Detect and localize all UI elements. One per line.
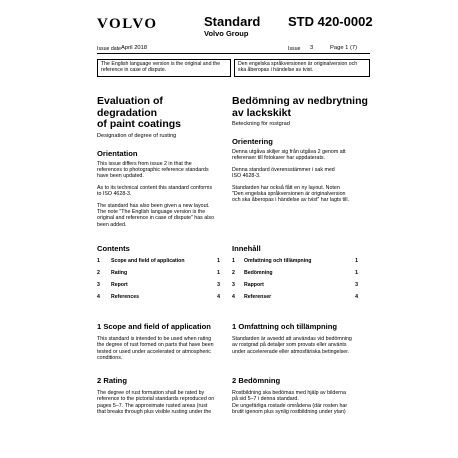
toc-label: Omfattning och tillämpning	[244, 258, 312, 264]
toc-item-en-3[interactable]	[97, 282, 220, 288]
toc-num: 1	[232, 258, 235, 264]
toc-page: 1	[217, 270, 220, 276]
rating-para-sv: Rostbildning ska bedömas med hjälp av bilderna på sid 5–7 i denna standard. De ungefärliga rostade områdena (där rosten har brutit igenom plus synlig rostbildning under ytan)	[232, 390, 348, 416]
contents-heading-sv: Innehåll	[232, 244, 261, 253]
toc-num: 3	[97, 282, 100, 288]
standard-number: STD 420-0002	[288, 14, 373, 29]
toc-page: 1	[355, 258, 358, 264]
toc-page: 1	[355, 270, 358, 276]
scope-para-en: This standard is intended to be used when rating the degree of rust formed on parts that have been tested or used under accelerated or atmospheric conditions.	[97, 336, 214, 362]
issue-number: 3	[310, 45, 314, 51]
toc-item-en-2[interactable]	[97, 270, 220, 276]
toc-item-en-4[interactable]	[97, 294, 220, 300]
title-en-line1: Evaluation of degradation	[97, 95, 163, 119]
rating-para-en: The degree of rust formation shall be rated by reference to the pictorial standards reproduced on pages 5–7. The approximate rusted areas (rust that breaks through plus visible rusting under the	[97, 390, 215, 416]
toc-label: References	[111, 294, 139, 300]
rating-heading-sv: 2 Bedömning	[232, 376, 281, 385]
toc-page: 4	[217, 294, 220, 300]
toc-page: 1	[217, 258, 220, 264]
toc-num: 2	[97, 270, 100, 276]
toc-page: 3	[355, 282, 358, 288]
scope-heading-en: 1 Scope and field of application	[97, 322, 211, 331]
subtitle-en: Designation of degree of rusting	[97, 132, 177, 139]
notice-box-sv	[234, 59, 370, 77]
title-en-line2: of paint coatings	[97, 118, 181, 130]
toc-label: Rating	[111, 270, 128, 276]
toc-item-sv-1[interactable]	[232, 258, 358, 264]
toc-label: Rapport	[244, 282, 264, 288]
subtitle-sv: Beteckning för rostgrad	[232, 121, 290, 127]
toc-label: Report	[111, 282, 128, 288]
orientation-para1-en: This issue differs from issue 2 in that the references to photographic reference standards have been updated.	[97, 160, 209, 180]
column-sv	[232, 96, 370, 204]
issue-date-label: Issue date	[97, 46, 121, 52]
column-en	[97, 96, 223, 228]
header-rule	[97, 53, 370, 54]
toc-item-sv-2[interactable]	[232, 270, 358, 276]
orientation-para2-en: As to its technical content this standard conforms to ISO 4628-3.	[97, 184, 213, 198]
toc-page: 3	[217, 282, 220, 288]
toc-num: 4	[97, 294, 100, 300]
toc-page: 4	[355, 294, 358, 300]
orientation-para2-sv: Denna standard överensstämmer i sak med ISO 4628-3.	[232, 166, 335, 180]
issue-date: April 2018	[121, 45, 148, 51]
toc-item-en-1[interactable]	[97, 258, 220, 264]
issue-label: Issue	[288, 46, 301, 52]
toc-label: Scope and field of application	[111, 258, 185, 264]
group-label: Volvo Group	[204, 29, 249, 38]
orientation-para3-sv: Standarden har också fått en ny layout. Noten "Den engelska språkversionen är originalversion och ska åberopas i händelse av tvist" har lagts till.	[232, 184, 350, 204]
toc-num: 3	[232, 282, 235, 288]
notice-text-sv: Den engelska språkversionen är originalversion och ska åberopas i händelse av tvist.	[238, 61, 358, 74]
toc-num: 2	[232, 270, 235, 276]
notice-box-en	[97, 59, 231, 77]
toc-label: Referenser	[244, 294, 272, 300]
rating-heading-en: 2 Rating	[97, 376, 127, 385]
title-sv-line1: Bedömning av nedbrytning	[232, 95, 368, 107]
toc-item-sv-4[interactable]	[232, 294, 358, 300]
standard-label: Standard	[204, 14, 261, 29]
page-number: Page 1 (7)	[330, 45, 358, 51]
volvo-logo: VOLVO	[97, 16, 158, 32]
orientation-para3-en: The standard has also been given a new layout. The note "The English language version is the original and reference in case of dispute" has also been added.	[97, 202, 215, 228]
toc-num: 1	[97, 258, 100, 264]
toc-item-sv-3[interactable]	[232, 282, 358, 288]
contents-heading-en: Contents	[97, 244, 130, 253]
orientation-para1-sv: Denna utgåva skiljer sig från utgåva 2 genom att referenser till fotokarer har uppdaterats.	[232, 149, 346, 162]
scope-para-sv: Standarden är avsedd att användas vid bedömning av rostgrad på detaljer som provats eller använts under accelererade eller atmosfäriska betingelser.	[232, 336, 352, 355]
scope-heading-sv: 1 Omfattning och tillämpning	[232, 322, 338, 331]
toc-label: Bedömning	[244, 270, 273, 276]
notice-text-en: The English language version is the original and the reference in case of dispute.	[101, 61, 221, 74]
title-sv-line2: av lackskikt	[232, 106, 291, 119]
orientation-heading-en: Orientation	[97, 148, 138, 158]
toc-num: 4	[232, 294, 235, 300]
orientation-heading-sv: Orientering	[232, 137, 273, 146]
